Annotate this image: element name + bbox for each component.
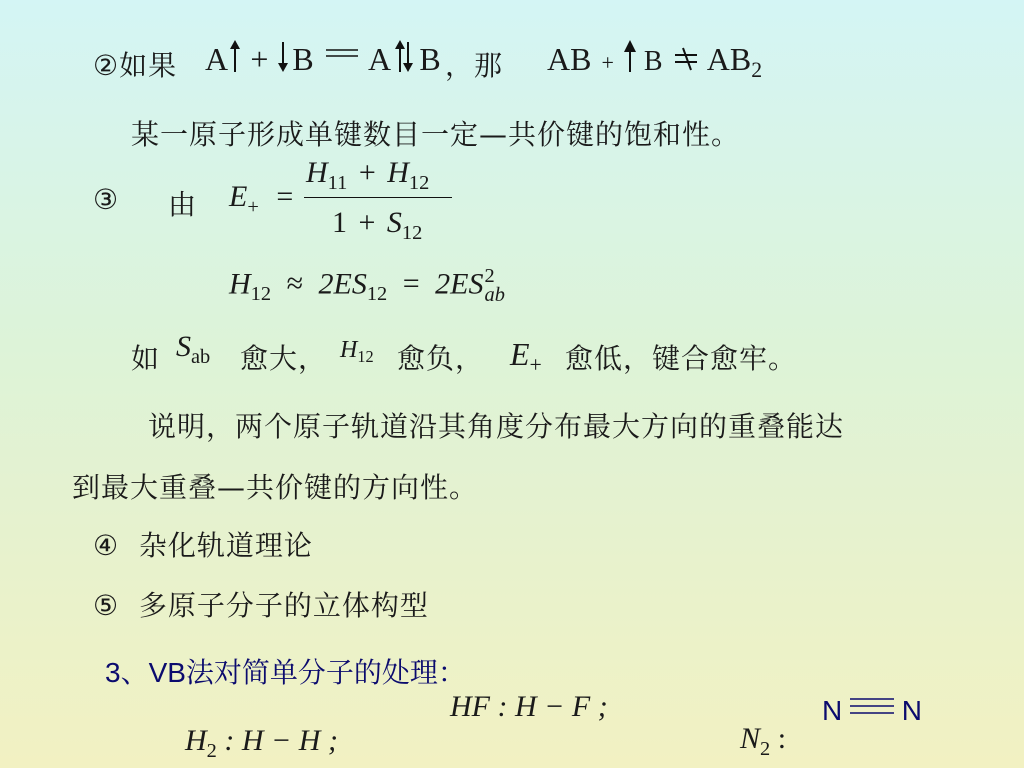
overlap-integral-S: $S_{ab}$ <box>176 330 211 368</box>
molecule-AB2: $AB_2$ <box>706 41 763 82</box>
resonance-integral-H: $H_{12}$ <box>340 337 374 367</box>
example-H2: $H_2$ : H − H ; <box>185 724 338 762</box>
double-line-equals-icon <box>324 44 360 64</box>
triple-bond-icon <box>850 694 894 718</box>
item3-by: 由 <box>168 188 198 221</box>
nitrogen-left: N <box>822 695 843 726</box>
triple-bond-N2 <box>822 694 922 727</box>
spin-up-arrow-icon <box>624 40 636 74</box>
plus-sign-2: + <box>601 50 614 75</box>
energy-E-plus: $E_+$ <box>510 336 542 377</box>
fraction-denominator: $1 + S_{12}$ <box>332 206 423 244</box>
atom-B-bonded: B <box>419 41 441 77</box>
direction-paragraph-line2: 到最大重叠—共价键的方向性。 <box>72 471 479 504</box>
item3-num: ③ <box>93 183 120 216</box>
atom-A-bonded: A <box>367 41 390 77</box>
line5-yu-da: 愈大， <box>240 342 328 375</box>
line1-num: ②如果 <box>93 49 178 82</box>
line1-then: ，那 <box>445 49 504 82</box>
line1-equation <box>205 40 441 78</box>
energy-lhs: $E_+$ = <box>229 180 294 218</box>
section3-heading: 3、VB法对简单分子的处理： <box>105 657 466 688</box>
line5-ru: 如 <box>131 342 161 375</box>
not-equal-icon <box>673 44 699 72</box>
overlap-relation: $H_{12} \approx 2ES_{12} = 2ES$ 2 ab <box>229 265 505 307</box>
item4-hybrid-orbital: ④ 杂化轨道理论 <box>93 529 313 562</box>
atom-A: A <box>205 41 227 77</box>
line5-rest: 愈低，键合愈牢。 <box>565 342 798 375</box>
nitrogen-right: N <box>901 695 923 726</box>
example-N2: $N_2$ : <box>740 722 787 760</box>
saturation-statement: 某一原子形成单键数目一定—共价键的饱和性。 <box>131 118 741 151</box>
line1-prefix <box>93 44 177 84</box>
direction-paragraph-line1: 说明，两个原子轨道沿其角度分布最大方向的重叠能达 <box>148 410 845 443</box>
plus-sign: + <box>250 41 269 77</box>
molecule-AB: AB <box>547 41 592 77</box>
line1-equation2 <box>547 40 763 82</box>
example-HF: HF : H − F ; <box>450 690 608 723</box>
spin-up-arrow-icon <box>230 40 240 74</box>
item5-molecular-geometry: ⑤ 多原子分子的立体构型 <box>93 589 429 622</box>
fraction-bar <box>304 197 452 198</box>
atom-B-2: B <box>643 46 663 77</box>
spin-down-arrow-icon <box>278 40 288 74</box>
spin-pair-arrows-icon <box>395 40 413 74</box>
atom-B: B <box>292 41 314 77</box>
line5-yu-fu: 愈负， <box>397 342 485 375</box>
fraction-numerator: $H_{11} + H_{12}$ <box>306 156 430 194</box>
